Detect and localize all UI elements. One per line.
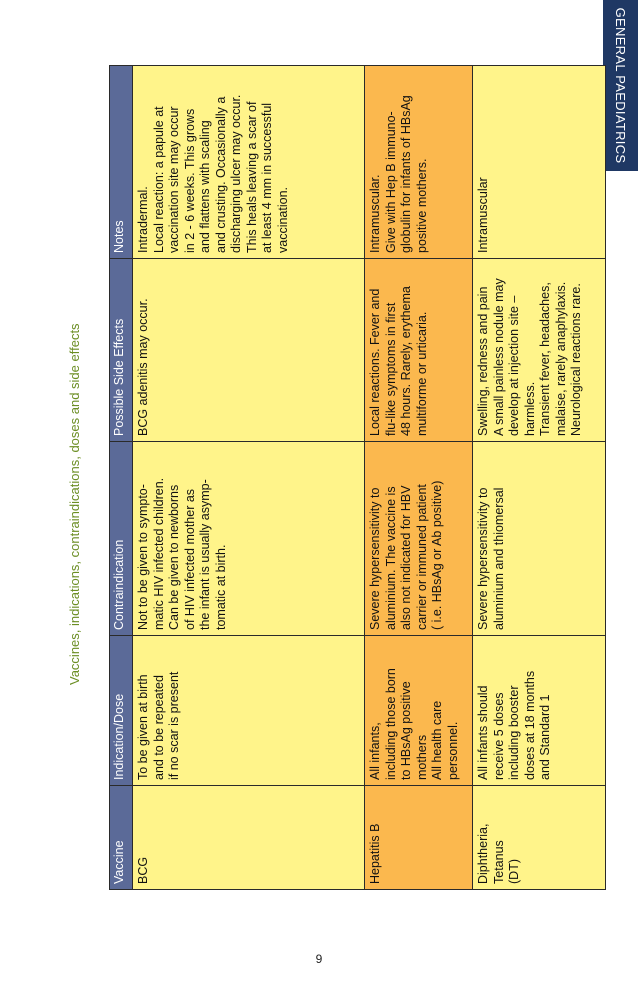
header-contraindication: Contraindication bbox=[110, 442, 133, 636]
section-tab bbox=[603, 0, 638, 171]
table-caption: Vaccines, indications, contraindications, doses and side effects bbox=[67, 323, 82, 685]
cell-vaccine: Diphtheria, Tetanus (DT) bbox=[473, 786, 606, 890]
cell-contraindication: Severe hypersensitivity to aluminium. The vaccine is also not indicated for HBV carrier or immuned patient ( i.e. HBsAg or Ab positive) bbox=[365, 442, 473, 636]
vaccine-table bbox=[109, 65, 606, 890]
header-side-effects: Possible Side Effects bbox=[110, 259, 133, 442]
header-vaccine: Vaccine bbox=[110, 786, 133, 890]
cell-indication: To be given at birth and to be repeated if no scar is present bbox=[133, 636, 365, 786]
cell-indication: All infants, including those born to HBsAg positive mothers All health care personnel. bbox=[365, 636, 473, 786]
table-row bbox=[365, 66, 473, 890]
header-indication-dose: Indication/Dose bbox=[110, 636, 133, 786]
section-tab-label: GENERAL PAEDIATRICS bbox=[613, 7, 628, 164]
vaccine-table-container bbox=[109, 66, 583, 890]
table-row bbox=[133, 66, 365, 890]
cell-vaccine: Hepatitis B bbox=[365, 786, 473, 890]
cell-indication: All infants should receive 5 doses including booster doses at 18 months and Standard 1 bbox=[473, 636, 606, 786]
table-header-row bbox=[110, 66, 133, 890]
cell-contraindication: Not to be given to sympto- matic HIV infected children. Can be given to newborns of HIV infected mother as the infant is usually asymp- tomatic at birth. bbox=[133, 442, 365, 636]
header-notes: Notes bbox=[110, 66, 133, 259]
cell-side-effects: Local reactions. Fever and flu-like symptoms in first 48 hours. Rarely, erythema multiforme or urticaria. bbox=[365, 259, 473, 442]
page-number: 9 bbox=[315, 952, 323, 966]
cell-side-effects: BCG adenitis may occur. bbox=[133, 259, 365, 442]
cell-notes: Intramuscular. Give with Hep B immuno- globulin for infants of HBsAg positive mothers. bbox=[365, 66, 473, 259]
cell-vaccine: BCG bbox=[133, 786, 365, 890]
table-row bbox=[473, 66, 606, 890]
cell-notes: Intradermal. Local reaction: a papule at vaccination site may occur in 2 - 6 weeks. This grows and flattens with scaling and crusting. Occasionally a discharging ulcer may occur. This heals leaving a scar of at least 4 mm in successful vaccination. bbox=[133, 66, 365, 259]
cell-notes: Intramuscular bbox=[473, 66, 606, 259]
cell-contraindication: Severe hypersensitivity to aluminium and thiomersal bbox=[473, 442, 606, 636]
cell-side-effects: Swelling, redness and pain A small painless nodule may develop at injection site – harmless. Transient fever, headaches, malaise, rarely anaphylaxis. Neurological reactions rare. bbox=[473, 259, 606, 442]
